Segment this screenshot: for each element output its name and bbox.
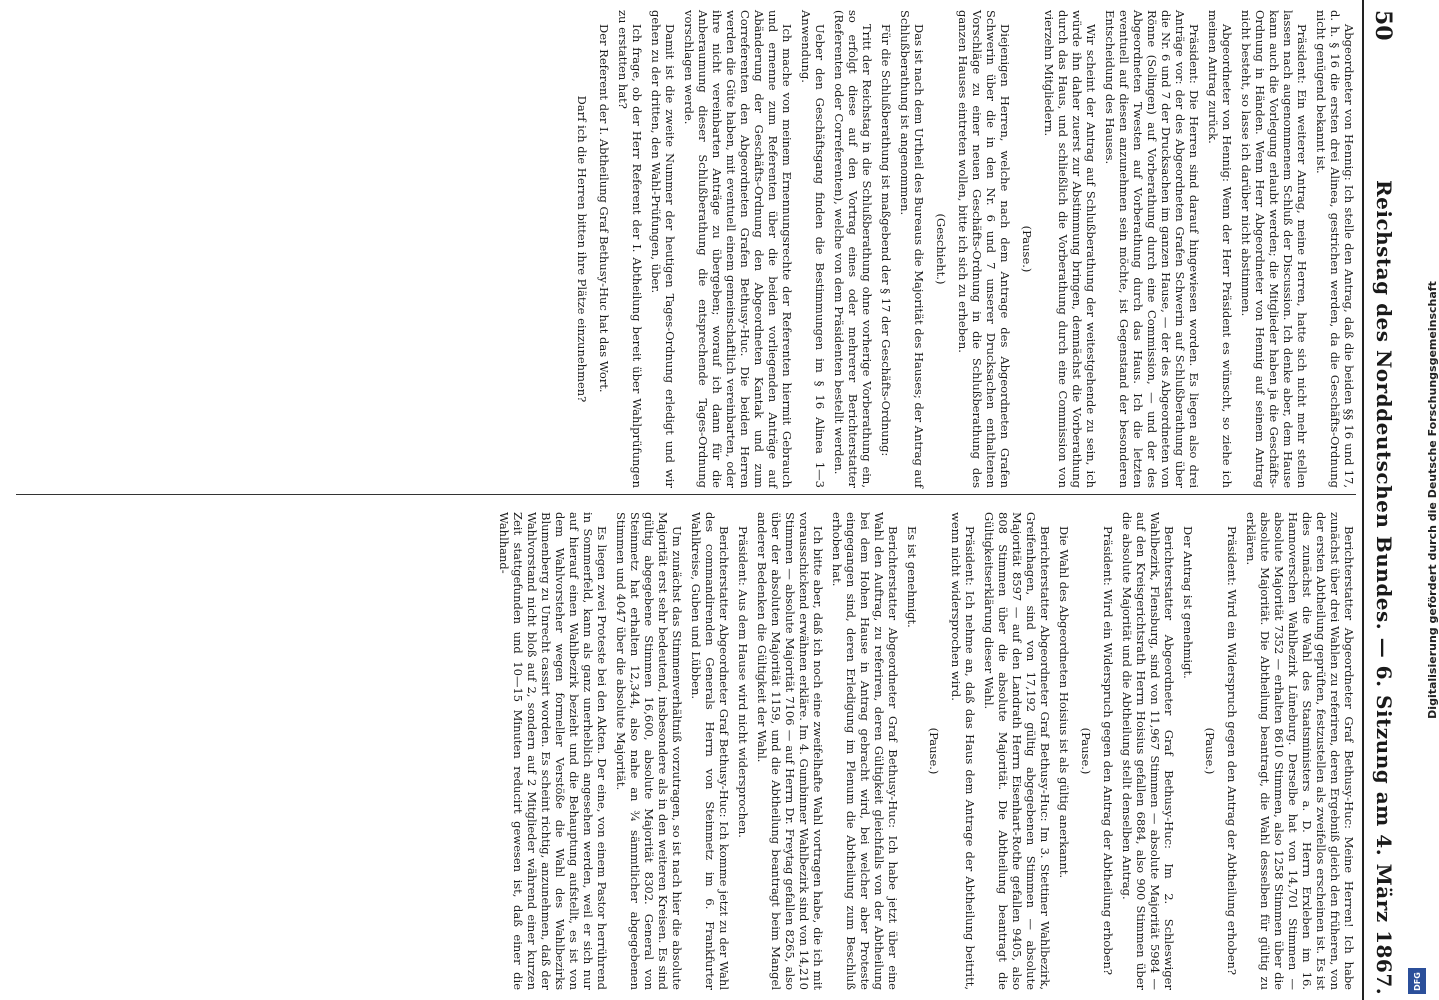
paragraph: Ich mache von meinem Ernennungsrechte der Referenten hiermit Gebrauch und ernenne zum Referenten über die beiden vorliegenden Anträge auf Abänderung der Geschäfts-Ordnung den Abgeordneten Kantak und zum Correferenten den Abgeordneten Grafen Bethusy-Huc. Die beiden Herren werden die Güte haben, mit eventuell einem gemeinschaftlich vereinbarten, oder ihre nicht vereinbarten Anträge zu übergeben; worauf ich dann für die Anberaumung dieser Schlußberathung die entsprechende Tages-Ordnung vorschlagen werde. [682, 10, 794, 488]
paragraph: Um zunächst das Stimmenverhältniß vorzutragen, so ist nach hier die absolute Majorität erst sehr bedeutend, insbesondere als in den weiteren Kreisen. Es sind gültig abgegebene Stimmen 16,600, absolute Majorität 8302. General von Steinmetz hat erhalten 12,344, also nahe an ¾ sämmtlicher abgegebenen Stimmen und 4047 über die absolute Majorität. [614, 512, 684, 990]
paragraph: Präsident: Ich nehme an, daß das Haus dem Antrage der Abtheilung beitritt, wenn nicht widersprochen wird. [949, 512, 977, 990]
right-column [16, 512, 1356, 990]
paragraph: Für die Schlußberathung ist maßgebend der § 17 der Geschäfts-Ordnung: [879, 24, 893, 457]
paragraph: Berichterstatter Abgeordneter Graf Bethusy-Huc: Meine Herren! Ich habe zunächst über drei Wahlen zu referiren, deren Ergebniß gleich den früheren, von der ersten Abtheilung geprüften, festzustellen als zweifellos erscheinen ist. Es ist dies zunächst die Wahl des Staatsministers a. D. Herrn Erxleben im 16. Hannoverschen Wahlbezirk Lüneburg. Derselbe hat von 14,701 Stimmen — absolute Majorität 7352 — erhalten 8610 Stimmen, also 1258 Stimmen über die absolute Majorität. Die Abtheilung beantragt, die Wahl desselben für gültig zu erklären. [1244, 512, 1356, 990]
left-column [16, 10, 1356, 488]
centered-remark: (Geschieht.) [934, 213, 948, 285]
paragraph: Der Antrag ist genehmigt. [1181, 526, 1195, 679]
paragraph: Präsident: Ein weiterer Antrag, meine Herren, hatte sich nicht mehr stellen lassen nach augenommenem Schluß der Discussion. Ich denke aber, dem Hause kann auch die Vorlegung erlaubt werden; die Mitglieder haben ja die Geschäfts-Ordnung in Händen. Wenn Herr Abgeordneter von Hennig auf seinem Antrag nicht besteht, so lasse ich darüber nicht abstimmen. [1239, 10, 1309, 488]
paragraph: Präsident: Aus dem Hause wird nicht widersprochen. [736, 526, 750, 838]
paragraph: Es ist genehmigt. [905, 526, 919, 628]
centered-remark: (Pause.) [1203, 727, 1217, 775]
paragraph: Präsident: Die Herren sind darauf hingewiesen worden. Es liegen also drei Anträge vor: der des Abgeordneten Grafen Schwerin auf Schlußberathung über die Nr. 6 und 7 der Drucksachen im ganzen Hause, — der des Abgeordneten von Rönne (Solingen) auf Vorberathung durch eine Commission, — und der des Abgeordneten Twesten auf Vorberathung durch das Haus. Ich die letzten eventuell auf diesen anzunehmen sein möchte, ist Gegenstand der besonderen Entscheidung des Hauses. [1103, 10, 1201, 488]
paragraph: Berichterstatter Abgeordneter Graf Bethusy-Huc: Im 3. Stettiner Wahlbezirk, Greifenhagen, sind von 17,192 gültig abgegebenen Stimmen — absolute Majorität 8597 — auf den Landrath Herrn Eisenhart-Rothe gefallen 9405, also 808 Stimmen über die absolute Majorität. Die Abtheilung beantragt die Gültigkeitserklärung dieser Wahl. [982, 512, 1052, 990]
paragraph: Die Wahl des Abgeordneten Hoisius ist als gültig anerkannt. [1057, 526, 1071, 879]
digitization-footer [1404, 0, 1439, 1000]
paragraph: Präsident: Wird ein Widerspruch gegen den Antrag der Abtheilung erhoben? [1225, 526, 1239, 976]
column-divider [16, 494, 1356, 495]
running-title: Reichstag des Norddeutschen Bundes. — 6. Sitzung am 4. März 1867. [1372, 180, 1396, 996]
paragraph: Berichterstatter Abgeordneter Graf Bethusy-Huc: Ich komme jetzt zu der Wahl des commandirenden Generals Herrn von Steinmetz im 6. Frankfurter Wahlkreise, Guben und Lübben. [689, 512, 731, 990]
centered-remark: (Pause.) [1020, 225, 1034, 273]
paragraph: Berichterstatter Abgeordneter Graf Bethusy-Huc: Ich habe jetzt über eine Wahl den Auftrag, zu referiren, deren Gültigkeit gleichfalls von der Abtheilung bei dem Hohen Hause in Antrag gebracht wird, bei welcher aber Proteste eingegangen sind, deren Erledigung im Plenum die Abtheilung zum Beschluß erhoben hat. [830, 512, 900, 990]
paragraph: Es liegen zwei Proteste bei den Akten. Der eine, von einem Pastor herrührend in Sommerfeld, kann als ganz unerheblich angesehen werden, weil er sich nur auf hierauf einen Wahlbezirk bezieht und die Behauptung aufstellt, es ist von dem Wahlvorsteher wegen formeller Verstöße die Wahl des Wahlbezirks Blumenberg zu Unrecht cassirt worden. Es scheint richtig, anzunehmen, daß der Wahlvorstand nicht bloß auf 2, sondern auf 2 Mitglieder während einer kurzen Zeit stattgefunden und 10—15 Minuten reducirt gewesen ist, daß einer die Wahlhand- [497, 512, 609, 990]
paragraph: Der Referent der I. Abtheilung Graf Bethusy-Huc hat das Wort. [597, 24, 611, 393]
paragraph: Wir scheint der Antrag auf Schlußberathung der weitestgehende zu sein, ich würde ihn daher zuerst zur Abstimmung bringen, demnächst die Vorberathung durch das Haus, und schließlich die Vorberathung durch eine Commission von vierzehn Mitgliedern. [1042, 10, 1098, 488]
dfg-logo: DFG [1408, 968, 1426, 994]
paragraph: Abgeordneter von Hennig: Wenn der Herr Präsident es wünscht, so ziehe ich meinen Antrag zurück. [1206, 10, 1234, 488]
paragraph: Präsident: Wird ein Widerspruch gegen den Antrag der Abtheilung erhoben? [1101, 526, 1115, 976]
centered-remark: (Pause.) [1079, 727, 1093, 775]
paragraph: Ich bitte aber, daß ich noch eine zweifelhafte Wahl vortragen habe, die ich mit vorausschickend erwähnen erkläre. Im 4. Gumbinner Wahlbezirk sind von 14,210 Stimmen — absolute Majorität 7106 — auf Herrn Dr. Freytag gefallen 8265, also über der absoluten Majorität 1159, und die Abtheilung beantragt beim Mangel anderer Bedenken die Gültigkeit der Wahl. [755, 512, 825, 990]
paragraph: Tritt der Reichstag in die Schlußberathung ohne vorherige Vorberathung ein, so erfolgt diese auf den Vortrag eines oder mehrerer Berichterstatter (Referenten oder Correferenten), welche von dem Präsidenten bestellt werden. [832, 10, 874, 488]
page-number: 50 [1370, 10, 1396, 41]
paragraph: Ueber den Geschäftsgang finden die Bestimmungen im § 16 Alinea 1—3 Anwendung. [799, 10, 827, 488]
paragraph: Diejenigen Herren, welche nach dem Antrage des Abgeordneten Grafen Schwerin über die in den Nr. 6 und 7 unserer Drucksachen enthaltenen Vorschläge zu einer neuen Geschäfts-Ordnung in die Schlußberathung des ganzen Hauses eintreten wollen, bitte ich sich zu erheben. [956, 10, 1012, 488]
paragraph: Ich frage, ob der Herr Referent der I. Abtheilung bereit über Wahlprüfungen zu erstatten hat? [616, 10, 644, 488]
centered-remark: (Pause.) [927, 727, 941, 775]
centered-remark: Darf ich die Herren bitten ihre Plätze einzunehmen? [575, 95, 589, 403]
page-header [1362, 0, 1400, 1000]
paragraph: Abgeordneter von Hennig: Ich stelle den Antrag, daß die beiden §§ 16 und 17, d. h. § 16 die ersten drei Alinea, gestrichen werden, da die Geschäfts-Ordnung nicht genügend bekannt ist. [1314, 10, 1356, 488]
paragraph: Berichterstatter Abgeordneter Graf Bethusy-Huc: Im 2. Schleswiger Wahlbezirk, Flensburg, sind von 11,967 Stimmen — absolute Majorität 5984 — auf den Kreisgerichtsrath Herrn Hoisius gefallen 6884, also 900 Stimmen über die absolute Majorität und die Abtheilung stellt denselben Antrag. [1120, 512, 1176, 990]
paragraph: Das ist nach dem Urtheil des Bureaus die Majorität des Hauses; der Antrag auf Schlußberathung ist angenommen. [898, 10, 926, 488]
paragraph: Damit ist die zweite Nummer der heutigen Tages-Ordnung erledigt und wir gehen zu der dritten, den Wahl-Prüfungen, über. [649, 10, 677, 488]
digitization-credit: Digitalisierung gefördert durch die Deutsche Forschungsgemeinschaft [1426, 281, 1439, 719]
